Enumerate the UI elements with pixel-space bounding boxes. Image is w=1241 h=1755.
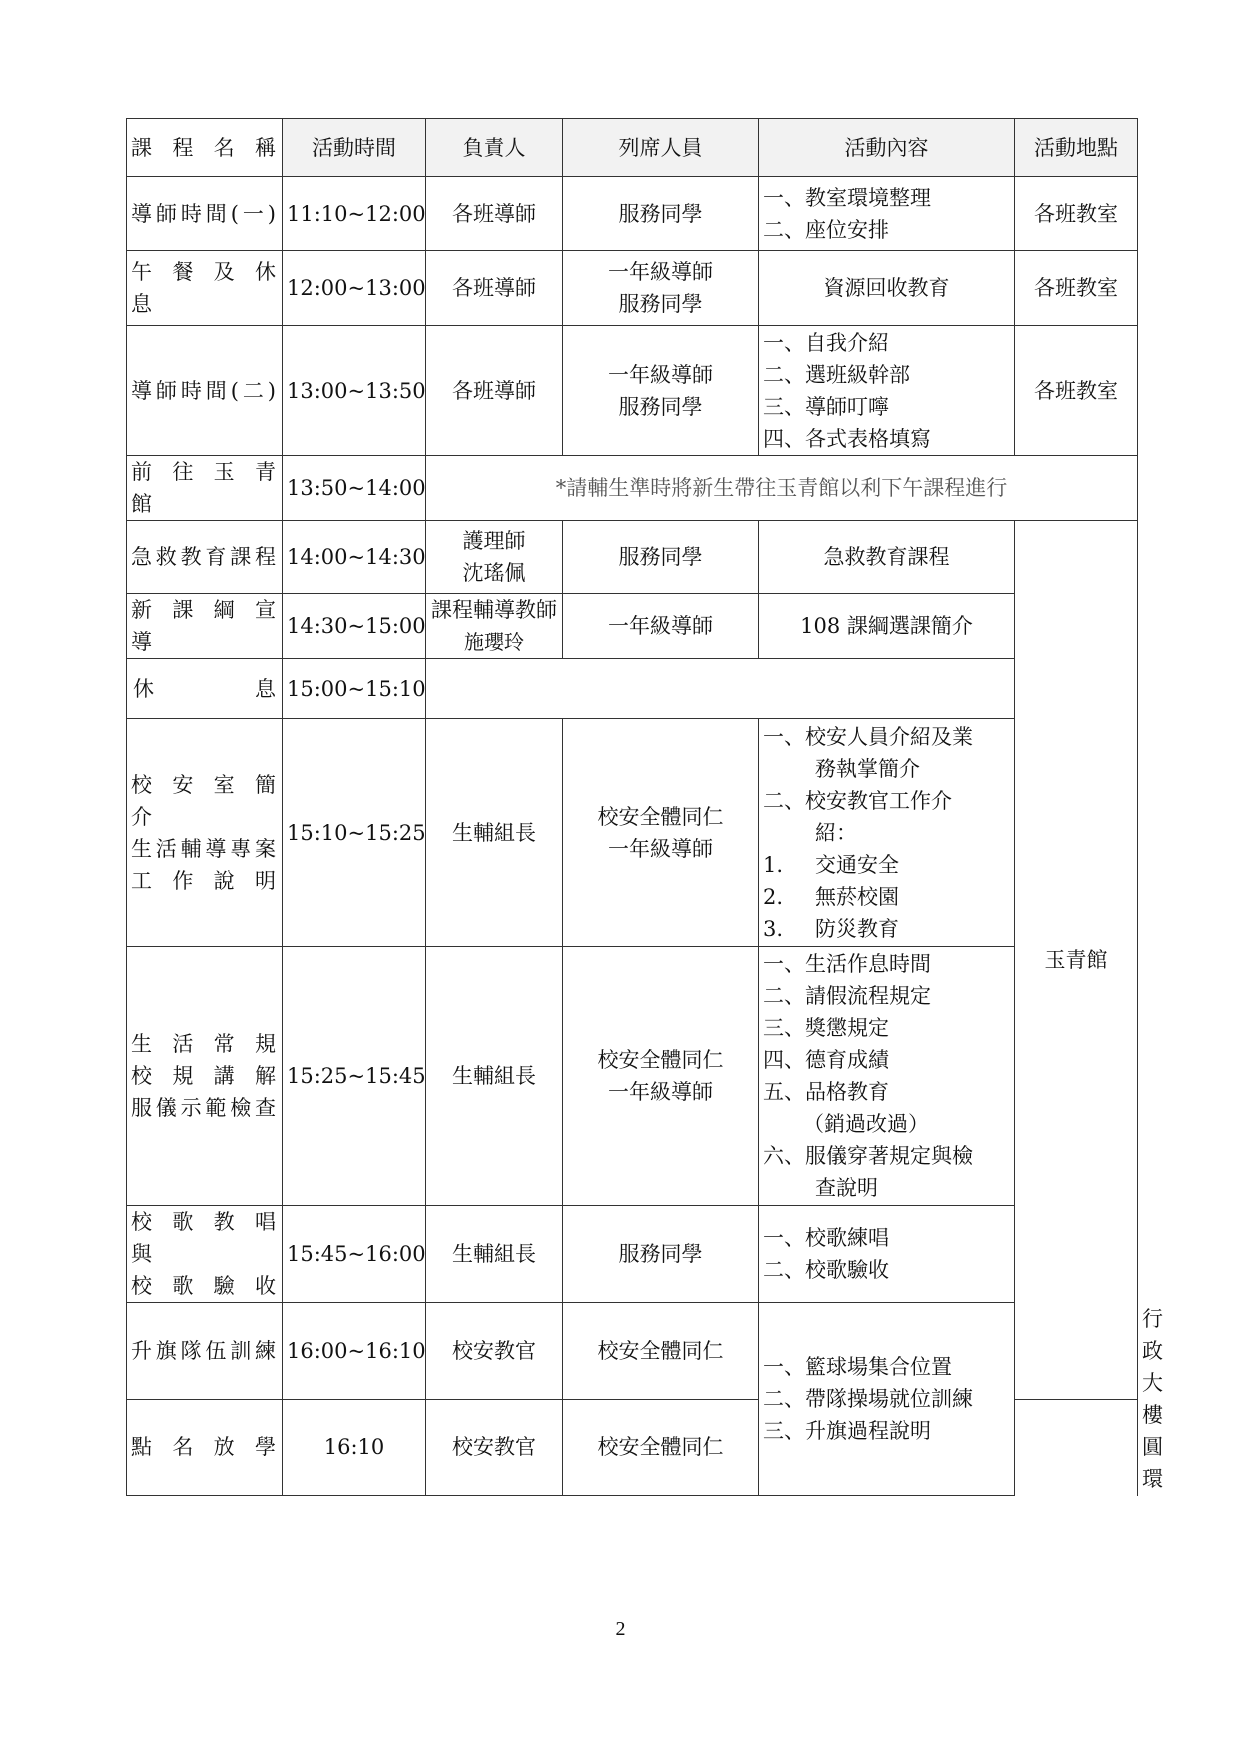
owner: 校安教官 <box>426 1399 563 1496</box>
location: 各班教室 <box>1015 326 1138 456</box>
table-row <box>127 594 1138 659</box>
course-name-line: 生 活 常 規 <box>131 1032 278 1056</box>
page-number: 2 <box>615 1618 626 1640</box>
owner <box>426 594 563 659</box>
content-line: （銷過改過） <box>803 1112 929 1136</box>
course-name: 前 往 玉 青 館 <box>127 456 283 521</box>
course-name <box>127 1206 283 1303</box>
header-course-name: 課 程 名 稱 <box>127 119 283 177</box>
activity-time: 13:00~13:50 <box>283 326 426 456</box>
content-line: 三、升旗過程說明 <box>763 1419 931 1443</box>
header-content: 活動內容 <box>759 119 1015 177</box>
empty-cell <box>426 659 1015 719</box>
list-number: 1. <box>763 852 784 877</box>
owner: 生輔組長 <box>426 1206 563 1303</box>
table-row <box>127 456 1138 521</box>
course-name: 午 餐 及 休 息 <box>127 251 283 326</box>
activity-time: 15:45~16:00 <box>283 1206 426 1303</box>
activity-time: 15:10~15:25 <box>283 719 426 947</box>
attendee-line: 校安全體同仁 <box>597 1048 724 1072</box>
content-line: 一、校安人員介紹及業 <box>763 724 973 749</box>
course-name: 急救教育課程 <box>127 521 283 594</box>
course-name: 導師時間(一) <box>127 177 283 251</box>
content-line: 一、生活作息時間 <box>763 952 931 976</box>
owner: 生輔組長 <box>426 947 563 1206</box>
content-line: 二、選班級幹部 <box>763 362 910 387</box>
table-row <box>127 251 1138 326</box>
content-line: 二、座位安排 <box>763 217 889 242</box>
owner-line: 護理師 <box>462 529 526 553</box>
course-name: 點 名 放 學 <box>127 1399 283 1496</box>
flag-activity-content <box>759 1303 1015 1496</box>
content-line <box>763 849 1010 881</box>
course-name-line: 校 安 室 簡 介 <box>131 772 278 829</box>
attendees: 校安全體同仁 <box>563 1303 759 1400</box>
course-name: 新 課 綱 宣 導 <box>127 594 283 659</box>
content-line: 查說明 <box>815 1176 878 1200</box>
header-attendees: 列席人員 <box>563 119 759 177</box>
attendee-line: 服務同學 <box>618 292 703 316</box>
activity-content <box>759 947 1015 1206</box>
content-line: 五、品格教育 <box>763 1080 889 1104</box>
activity-time: 14:30~15:00 <box>283 594 426 659</box>
content-line: 一、教室環境整理 <box>763 185 931 210</box>
activity-time: 13:50~14:00 <box>283 456 426 521</box>
course-name-line: 校 歌 教 唱 與 <box>131 1210 278 1266</box>
activity-time: 16:10 <box>283 1399 426 1496</box>
owner-line: 沈瑤佩 <box>462 561 526 585</box>
activity-time: 11:10~12:00 <box>283 177 426 251</box>
table-row <box>127 947 1138 1206</box>
content-line: 三、導師叮嚀 <box>763 394 889 419</box>
header-row <box>127 119 1138 177</box>
content-line: 一、校歌練唱 <box>763 1226 889 1250</box>
attendee-line: 一年級導師 <box>608 260 713 284</box>
list-text: 無菸校園 <box>815 884 899 909</box>
course-name <box>127 659 283 719</box>
owner-line: 施瓔玲 <box>464 630 524 654</box>
attendees: 一年級導師 <box>563 594 759 659</box>
course-name-line: 校 歌 驗 收 <box>131 1274 278 1298</box>
activity-time: 12:00~13:00 <box>283 251 426 326</box>
content-line: 一、自我介紹 <box>763 330 889 355</box>
activity-content <box>759 177 1015 251</box>
course-name <box>127 947 283 1206</box>
content-line: 六、服儀穿著規定與檢 <box>763 1144 973 1168</box>
activity-time: 15:25~15:45 <box>283 947 426 1206</box>
owner: 各班導師 <box>426 251 563 326</box>
course-name-line: 生活輔導專案 <box>131 836 278 861</box>
content-line: 二、請假流程規定 <box>763 984 931 1008</box>
table-row <box>127 521 1138 594</box>
content-line: 二、校歌驗收 <box>763 1258 889 1282</box>
owner: 各班導師 <box>426 326 563 456</box>
attendees: 校安全體同仁 <box>563 1399 759 1496</box>
header-location: 活動地點 <box>1015 119 1138 177</box>
course-name-line: 工 作 說 明 <box>131 868 278 893</box>
course-name-line: 服儀示範檢查 <box>131 1096 278 1120</box>
content-line <box>763 881 1010 913</box>
table-row <box>127 719 1138 947</box>
activity-time: 14:00~14:30 <box>283 521 426 594</box>
location-yuqing: 玉青館 <box>1015 521 1138 1400</box>
attendee-line: 校安全體同仁 <box>597 804 724 829</box>
attendees <box>563 719 759 947</box>
attendee-line: 一年級導師 <box>608 1080 713 1104</box>
content-line: 四、德育成績 <box>763 1048 889 1072</box>
content-line <box>763 913 1010 945</box>
course-name-left: 休 <box>133 676 154 701</box>
activity-content: 資源回收教育 <box>759 251 1015 326</box>
owner: 生輔組長 <box>426 719 563 947</box>
attendee-line: 服務同學 <box>618 394 703 419</box>
activity-content <box>759 719 1015 947</box>
attendees <box>563 251 759 326</box>
content-line: 三、獎懲規定 <box>763 1016 889 1040</box>
activity-time: 15:00~15:10 <box>283 659 426 719</box>
location: 各班教室 <box>1015 177 1138 251</box>
course-name-right: 息 <box>255 676 276 701</box>
list-number: 3. <box>763 916 784 941</box>
owner: 校安教官 <box>426 1303 563 1400</box>
owner <box>426 521 563 594</box>
content-line: 紹： <box>815 820 857 845</box>
content-line: 二、帶隊操場就位訓練 <box>763 1387 973 1411</box>
course-name <box>127 719 283 947</box>
content-line: 一、籃球場集合位置 <box>763 1355 952 1379</box>
attendees <box>563 947 759 1206</box>
table-row <box>127 1206 1138 1303</box>
owner-line: 課程輔導教師 <box>431 598 557 622</box>
activity-content: 108 課綱選課簡介 <box>759 594 1015 659</box>
content-line: 二、校安教官工作介 <box>763 788 952 813</box>
course-name-line: 校 規 講 解 <box>131 1064 278 1088</box>
header-owner: 負責人 <box>426 119 563 177</box>
list-number: 2. <box>763 884 784 909</box>
table-row: 升旗隊伍訓練 16:00~16:10 校安教官 校安全體同仁 一、籃球場集合位置 二、帶隊操場就位訓練 三、升旗過程說明 行政大樓 圓環 <box>127 1303 1138 1400</box>
content-line: 四、各式表格填寫 <box>763 426 931 451</box>
attendees <box>563 326 759 456</box>
attendees: 服務同學 <box>563 1206 759 1303</box>
location: 各班教室 <box>1015 251 1138 326</box>
table-row <box>127 177 1138 251</box>
owner: 各班導師 <box>426 177 563 251</box>
list-text: 交通安全 <box>815 852 899 877</box>
header-time: 活動時間 <box>283 119 426 177</box>
transfer-note: *請輔生準時將新生帶往玉青館以利下午課程進行 <box>426 456 1138 521</box>
attendees: 服務同學 <box>563 177 759 251</box>
activity-content <box>759 326 1015 456</box>
attendee-line: 一年級導師 <box>608 362 713 387</box>
course-name: 導師時間(二) <box>127 326 283 456</box>
activity-content <box>759 1206 1015 1303</box>
attendees: 服務同學 <box>563 521 759 594</box>
schedule-table <box>126 118 1163 1496</box>
content-line: 務執掌簡介 <box>815 756 920 781</box>
attendee-line: 一年級導師 <box>608 836 713 861</box>
course-name: 升旗隊伍訓練 <box>127 1303 283 1400</box>
list-text: 防災教育 <box>815 916 899 941</box>
activity-time: 16:00~16:10 <box>283 1303 426 1400</box>
activity-content: 急救教育課程 <box>759 521 1015 594</box>
table-row <box>127 326 1138 456</box>
table-row <box>127 659 1138 719</box>
